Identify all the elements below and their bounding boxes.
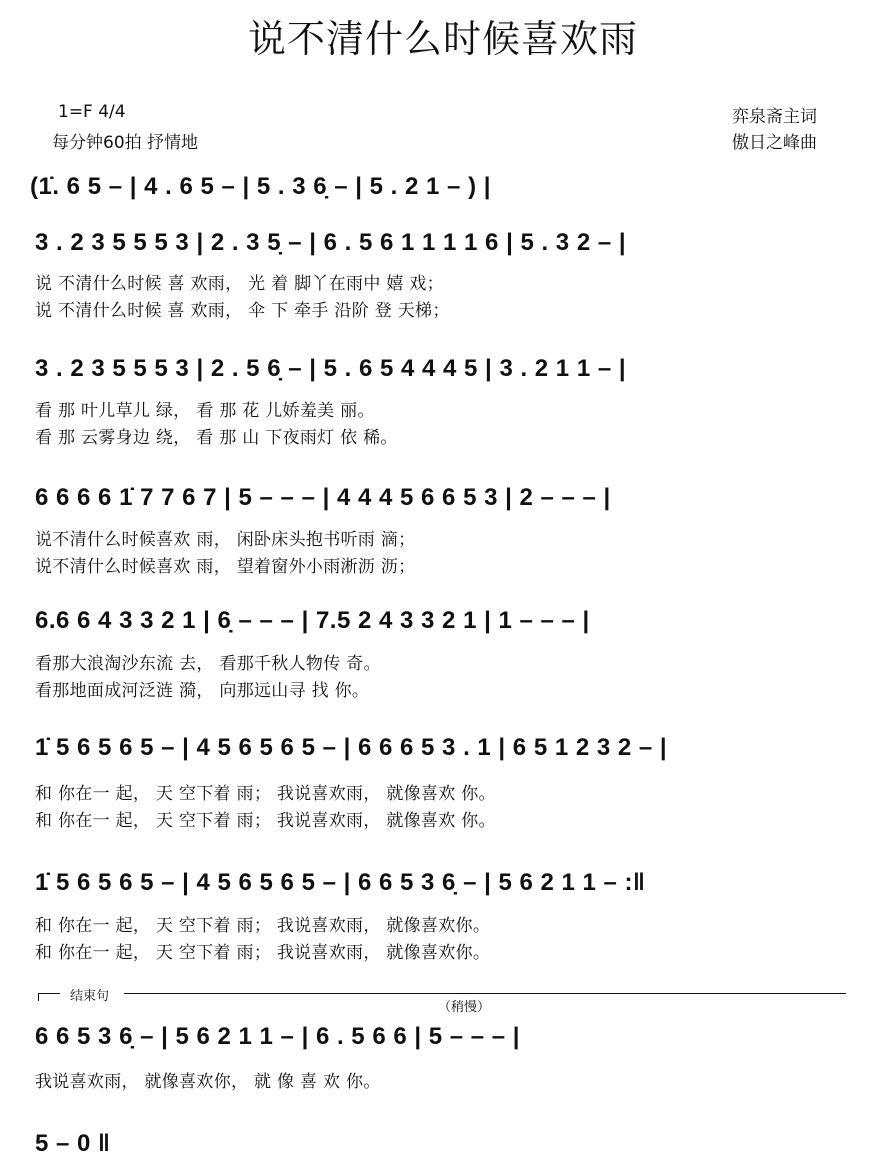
composer-credit: 傲日之峰曲 <box>732 133 817 153</box>
ending-label: 结束句 <box>70 989 110 1004</box>
ending-line <box>124 993 846 994</box>
notation-line: 1̇ 5 6 5 6 5 – | 4 5 6 5 6 5 – | 6 6 6 5 3 . 1 | 6 5 1 2 3 2 – | <box>35 734 668 761</box>
tempo-mood: 每分钟60拍 抒情地 <box>52 133 199 153</box>
lyric-verse-1: 说不清什么时候喜欢 雨， 闲卧床头抱书听雨 滴； <box>35 530 416 550</box>
lyric-verse-2: 看那地面成河泛涟 漪， 向那远山寻 找 你。 <box>35 681 370 701</box>
lyric-verse-1: 和 你在一 起， 天 空下着 雨； 我说喜欢雨， 就像喜欢你。 <box>35 916 491 936</box>
tempo-change-marking: （稍慢） <box>438 1000 491 1015</box>
song-title: 说不清什么时候喜欢雨 <box>247 17 638 61</box>
lyric-verse-1: 我说喜欢雨， 就像喜欢你， 就 像 喜 欢 你。 <box>35 1072 381 1092</box>
notation-line: 1̇ 5 6 5 6 5 – | 4 5 6 5 6 5 – | 6 6 5 3 6̣ – | 5 6 2 1 1 – :‖ <box>35 869 646 896</box>
notation-line: 6 6 6 6 1̇ 7 7 6 7 | 5 – – – | 4 4 4 5 6 6 5 3 | 2 – – – | <box>35 484 611 511</box>
lyricist-credit: 弈泉斋主词 <box>732 107 817 127</box>
ending-bracket <box>38 993 60 994</box>
notation-line: (1̇. 6 5 – | 4 . 6 5 – | 5 . 3 6̣ – | 5 . 2 1 – ) | <box>30 173 491 200</box>
notation-line: 6 6 5 3 6̣ – | 5 6 2 1 1 – | 6 . 5 6 6 | 5 – – – | <box>35 1023 521 1050</box>
lyric-verse-2: 说不清什么时候喜欢 雨， 望着窗外小雨淅沥 沥； <box>35 557 416 577</box>
notation-line: 6.6 6 4 3 3 2 1 | 6̣ – – – | 7.5 2 4 3 3 2 1 | 1 – – – | <box>35 607 590 634</box>
notation-line: 3 . 2 3 5 5 5 3 | 2 . 3 5̣ – | 6 . 5 6 1 1 1 1 6 | 5 . 3 2 – | <box>35 229 627 256</box>
lyric-verse-2: 和 你在一 起， 天 空下着 雨； 我说喜欢雨， 就像喜欢你。 <box>35 943 491 963</box>
notation-line: 5 – 0 ‖ <box>35 1130 111 1157</box>
lyric-verse-2: 和 你在一 起， 天 空下着 雨； 我说喜欢雨， 就像喜欢 你。 <box>35 811 496 831</box>
lyric-verse-1: 看那大浪淘沙东流 去， 看那千秋人物传 奇。 <box>35 654 381 674</box>
lyric-verse-2: 看 那 云雾身边 绕， 看 那 山 下夜雨灯 依 稀。 <box>35 428 398 448</box>
notation-line: 3 . 2 3 5 5 5 3 | 2 . 5 6̣ – | 5 . 6 5 4 4 4 5 | 3 . 2 1 1 – | <box>35 355 627 382</box>
lyric-verse-1: 和 你在一 起， 天 空下着 雨； 我说喜欢雨， 就像喜欢 你。 <box>35 784 496 804</box>
lyric-verse-1: 说 不清什么时候 喜 欢雨， 光 着 脚丫在雨中 嬉 戏； <box>35 274 444 294</box>
lyric-verse-1: 看 那 叶儿草儿 绿， 看 那 花 儿娇羞美 丽。 <box>35 401 375 421</box>
lyric-verse-2: 说 不清什么时候 喜 欢雨， 伞 下 牵手 沿阶 登 天梯； <box>35 301 450 321</box>
key-time-signature: 1=F 4/4 <box>58 102 126 122</box>
